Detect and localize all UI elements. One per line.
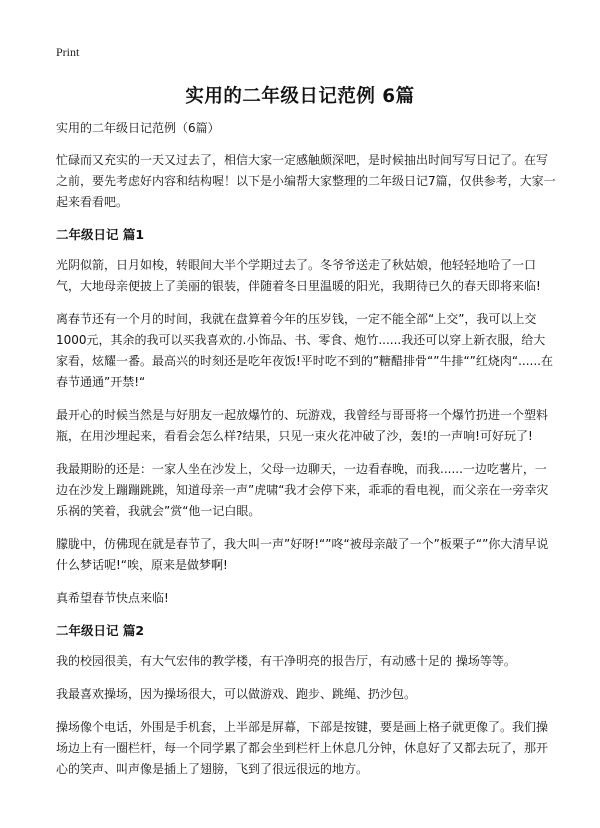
paragraph: 离春节还有一个月的时间，我就在盘算着今年的压岁钱，一定不能全部“上交”，我可以上交1000元，其余的我可以买我喜欢的.小饰品、书、零食、炮竹......我还可以穿上新衣服，给大家看，炫耀一番。最高兴的时刻还是吃年夜饭!平时吃不到的”糖醋排骨“”牛排“”红烧肉“......在春节通通”开禁!“	[56, 312, 554, 389]
paragraph: 操场像个电话，外围是手机套，上半部是屏幕，下部是按键，要是画上格子就更像了。我们操场边上有一圈栏杆，每一个同学累了都会坐到栏杆上休息几分钟，休息好了又都去玩了，那开心的笑声、叫声像是插上了翅膀，飞到了很远很远的地方。	[56, 720, 549, 776]
paragraph: 朦胧中，仿佛现在就是春节了，我大叫一声”好呀!“”咚“被母亲敲了一个”板栗子“”你大清早说什么梦话呢!“唉，原来是做梦啊!	[56, 537, 549, 572]
article-body	[56, 118, 556, 792]
print-link[interactable]: Print	[56, 45, 80, 59]
paragraph: 光阴似箭，日月如梭，转眼间大半个学期过去了。冬爷爷送走了秋姑娘，他轻轻地哈了一口气，大地母亲便披上了美丽的银装，伴随着冬日里温暖的阳光，我期待已久的春天即将来临!	[56, 258, 541, 293]
page-title: 实用的二年级日记范例 6篇	[185, 86, 415, 107]
section-heading: 二年级日记 篇1	[56, 227, 145, 242]
intro-paragraph: 忙碌而又充实的一天又过去了，相信大家一定感触颇深吧，是时候抽出时间写写日记了。在写之前，要先考虑好内容和结构喔！以下是小编帮大家整理的二年级日记7篇，仅供参考，大家一起来看看吧。	[56, 153, 556, 209]
section-heading: 二年级日记 篇2	[56, 623, 145, 638]
article-subtitle: 实用的二年级日记范例（6篇）	[56, 121, 220, 135]
paragraph: 真希望春节快点来临!	[56, 591, 169, 605]
paragraph: 我最喜欢操场，因为操场很大，可以做游戏、跑步、跳绳、扔沙包。	[56, 687, 417, 701]
paragraph: 我的校园很美，有大气宏伟的教学楼，有干净明亮的报告厅，有动感十足的 操场等等。	[56, 654, 516, 668]
paragraph: 最开心的时候当然是与好朋友一起放爆竹的、玩游戏，我曾经与哥哥将一个爆竹扔进一个塑料瓶，在用沙埋起来，看看会怎么样?结果，只见一束火花冲破了沙，轰!的一声响!可好玩了!	[56, 408, 549, 443]
paragraph: 我最期盼的还是：一家人坐在沙发上，父母一边聊天，一边看春晚，而我......一边吃薯片，一边在沙发上蹦蹦跳跳，知道母亲一声”虎啸“我才会停下来，乖乖的看电视，而父亲在一旁幸灾乐祸的笑着，我就会”赏“他一记白眼。	[56, 462, 549, 518]
